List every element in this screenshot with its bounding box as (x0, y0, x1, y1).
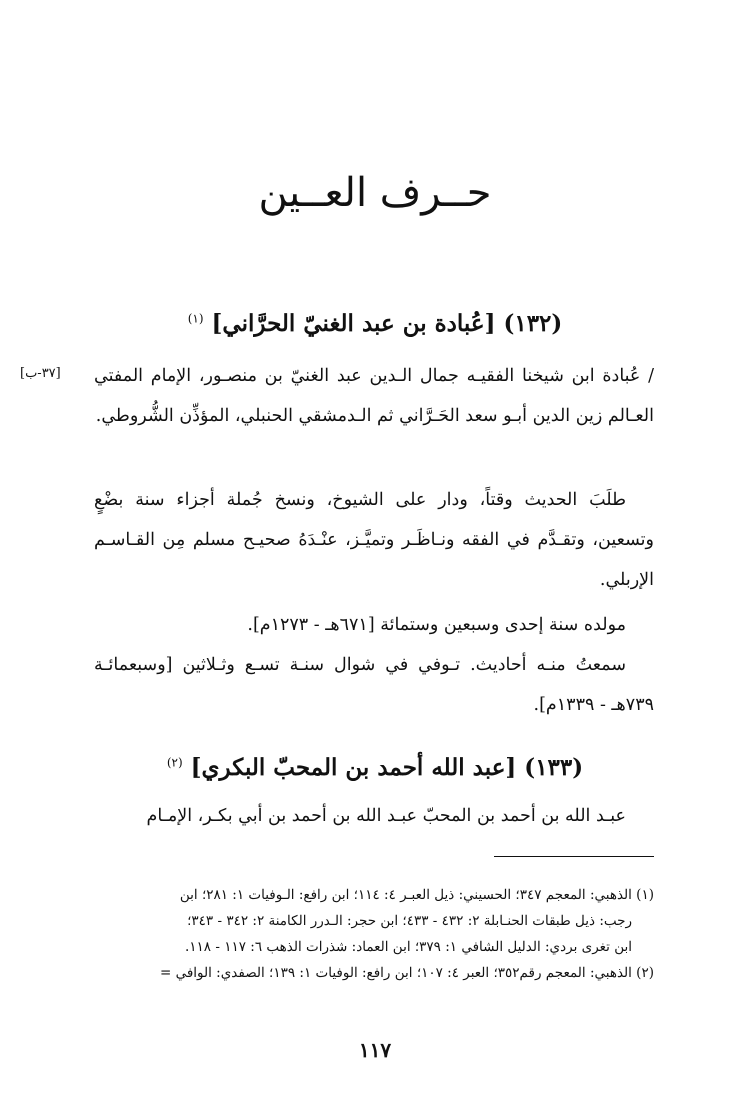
entry-132-paragraph-3: مولده سنة إحدى وسبعين وستمائة [٦٧١هـ - ١٢٧٣م]. (247, 615, 626, 635)
entry-132-heading-text: (١٣٢) [عُبادة بن عبد الغنيّ الحرَّاني] (211, 310, 563, 337)
entry-132-paragraph-2: طلَبَ الحديث وقتاً، ودار على الشيوخ، ونسخ جُملة أجزاء سنة بضْعٍ وتسعين، وتقـدَّم في الفقه ونـاظَـر وتميَّـز، عنْـدَهُ صحيـح مسلم مِن القـاسـم الإربلي. (94, 490, 654, 590)
entry-132-paragraph-4: سمعتُ منـه أحاديث. تـوفي في شوال سنـة تسـع وثـلاثين [وسبعمائـة ٧٣٩هـ - ١٣٣٩م]. (94, 655, 654, 715)
section-title: حــرف العــين (258, 170, 492, 216)
entry-133-paragraph-1: عبـد الله بن أحمد بن المحبّ عبـد الله بن أحمد بن أبي بكـر، الإمـام (146, 806, 626, 826)
footnotes (94, 882, 654, 986)
entry-132-heading (0, 310, 750, 337)
margin-folio-note: [٣٧-ب] (20, 366, 61, 381)
footnote-ref-1[interactable]: (١) (187, 311, 204, 326)
footnote-2-line-1: (٢) الذهبي: المعجم رقم٣٥٢؛ العبر ٤: ١٠٧؛ ابن رافع: الوفيات ١: ١٣٩؛ الصفدي: الوافي = (159, 965, 654, 981)
footnote-separator (494, 856, 654, 857)
entry-132-paragraph-1: / عُبادة ابن شيخنا الفقيـه جمال الـدين عبد الغنيّ بن منصـور، الإمام المفتي العـالم زين الدين أبـو سعد الحَـرَّاني ثم الـدمشقي الحنبلي، المؤذِّن الشُّروطي. (94, 366, 654, 426)
entry-133-heading-text: (١٣٣) [عبد الله أحمد بن المحبّ البكري] (190, 754, 584, 781)
footnote-1-line-2: رجب: ذيل طبقات الحنـابلة ٢: ٤٣٢ - ٤٣٣؛ ابن حجر: الـدرر الكامنة ٢: ٣٤٢ - ٣٤٣؛ (187, 913, 632, 929)
footnote-ref-2[interactable]: (٢) (166, 755, 183, 770)
footnote-1-line-1: (١) الذهبي: المعجم ٣٤٧؛ الحسيني: ذيل العبـر ٤: ١١٤؛ ابن رافع: الـوفيات ١: ٢٨١؛ ابن (179, 887, 654, 903)
page-number: ١١٧ (358, 1038, 392, 1062)
entry-133-heading (0, 754, 750, 781)
footnote-1-line-3: ابن تغرى بردي: الدليل الشافي ١: ٣٧٩؛ ابن العماد: شذرات الذهب ٦: ١١٧ - ١١٨. (184, 939, 632, 955)
